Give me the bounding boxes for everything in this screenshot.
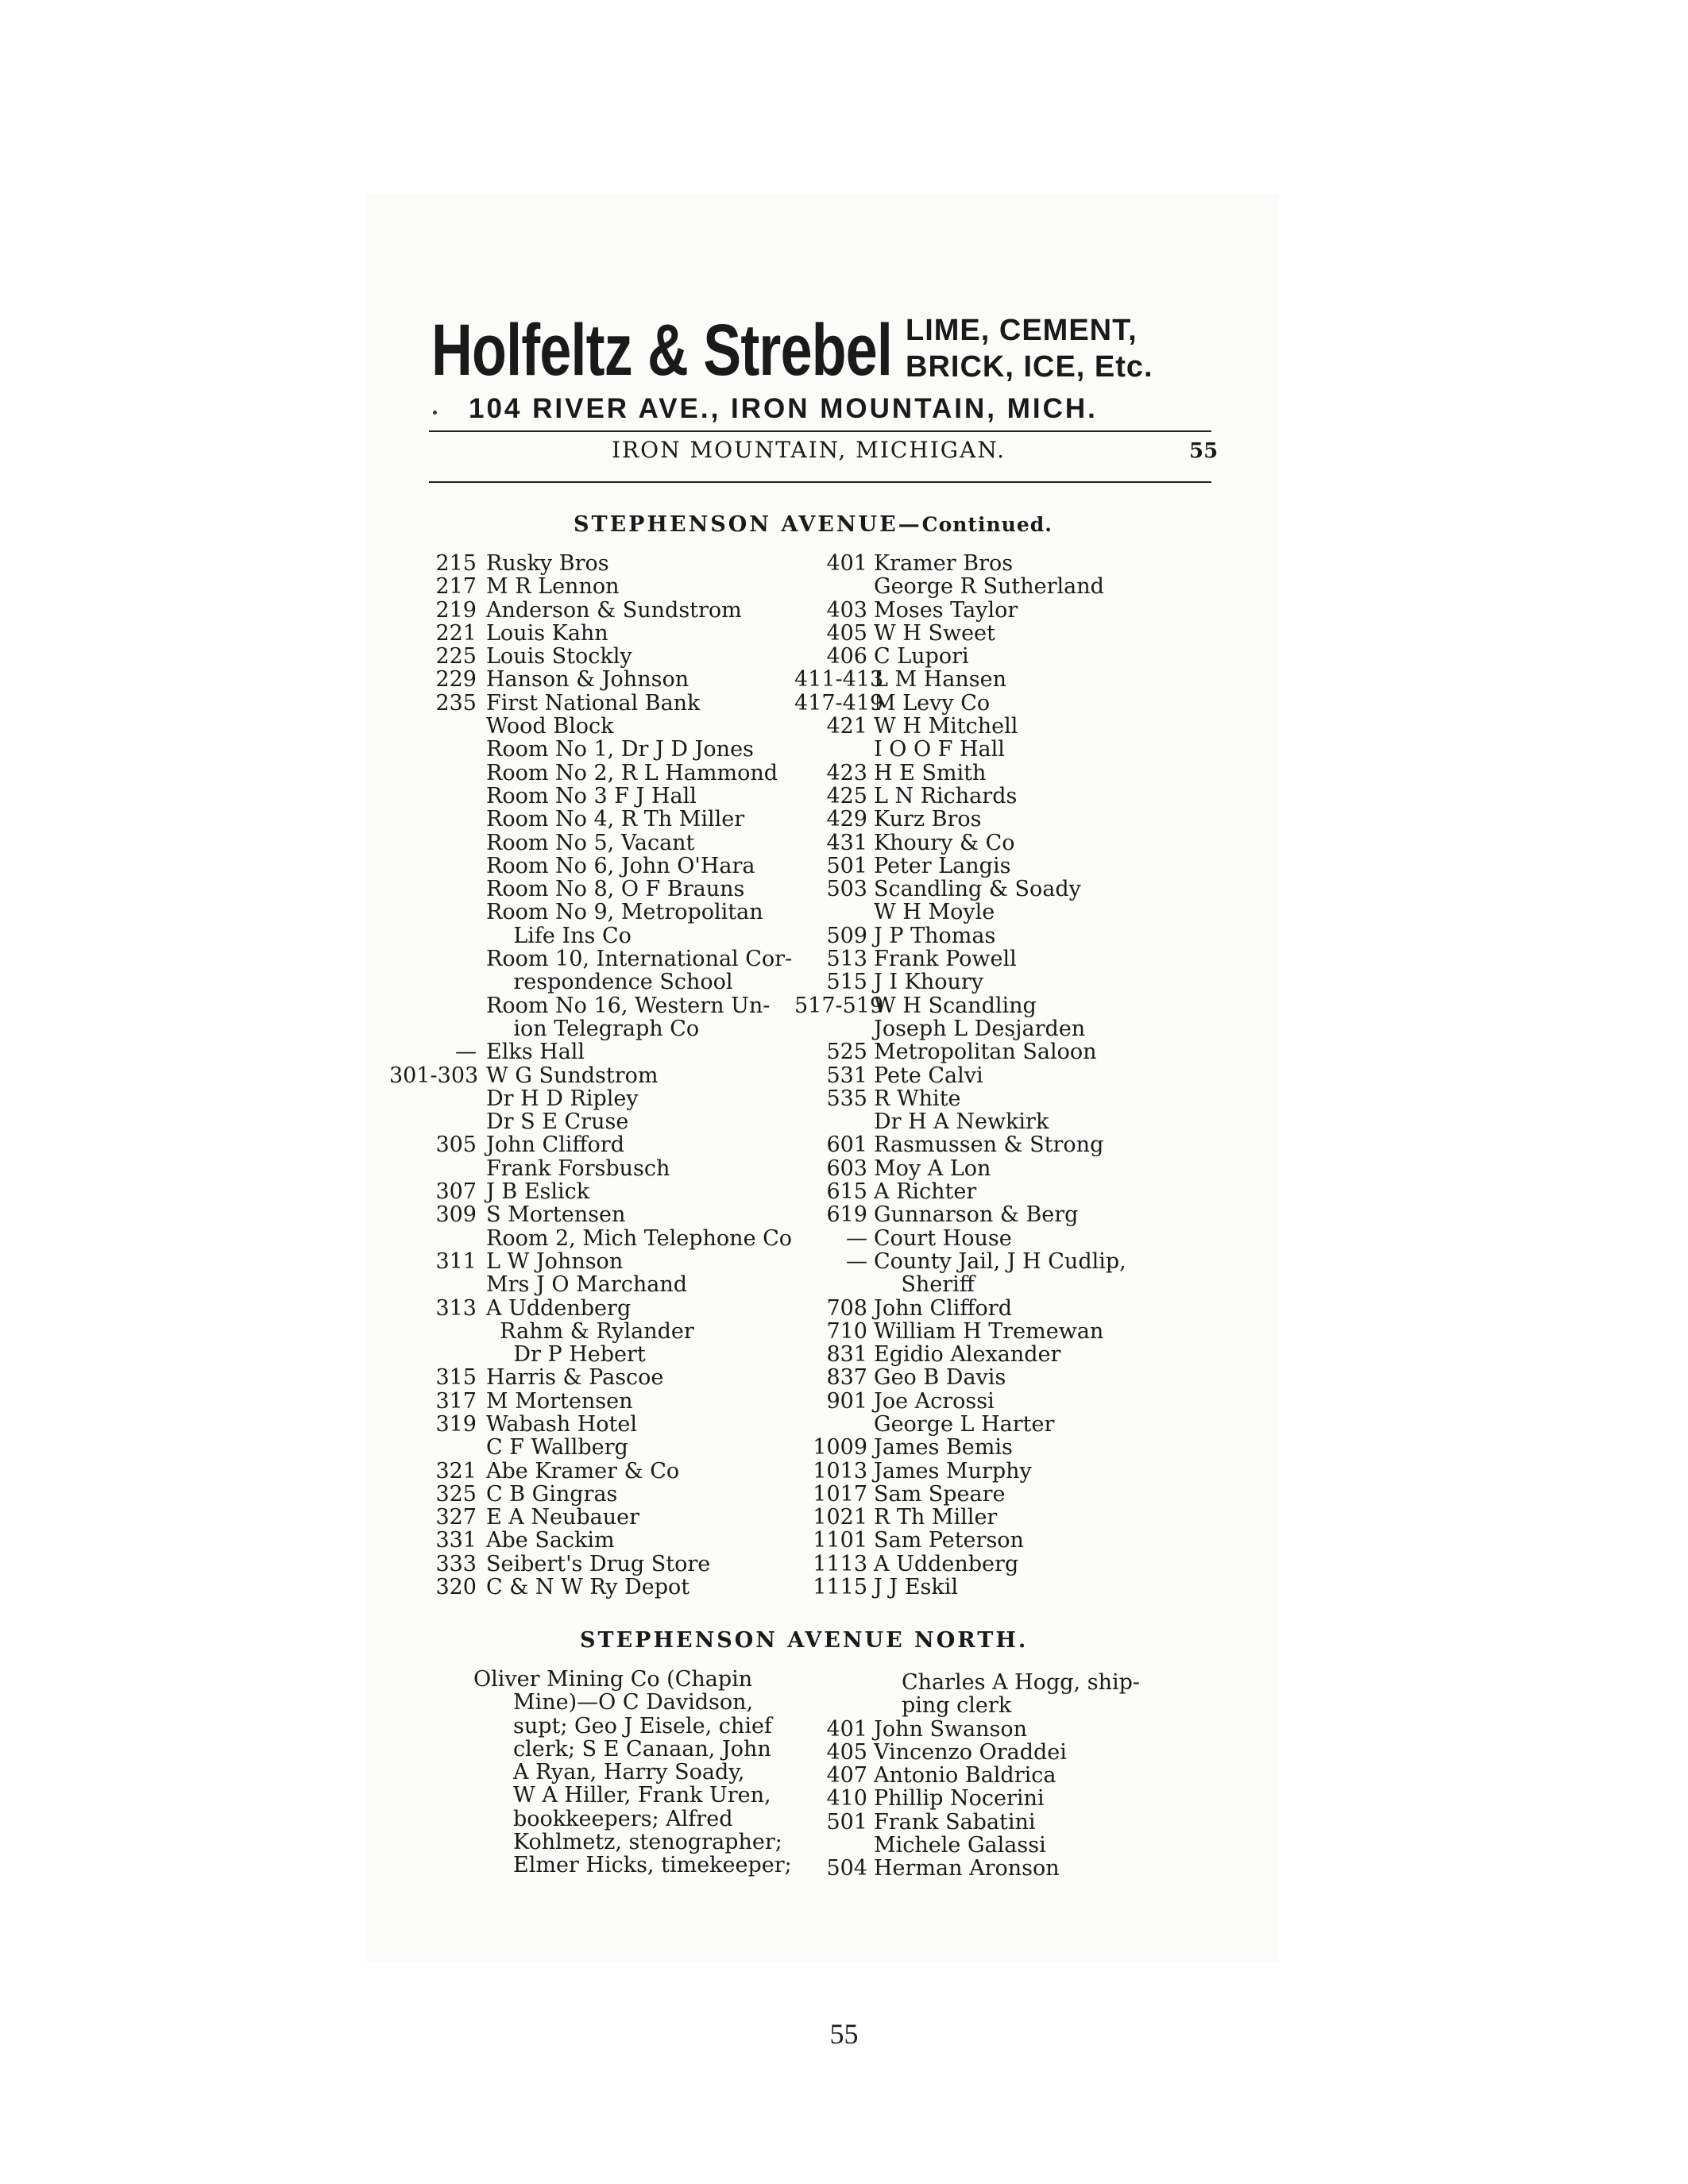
occupant-name: L M Hansen	[874, 667, 1006, 693]
occupant-name: Egidio Alexander	[874, 1342, 1061, 1368]
directory-entry	[794, 1671, 1239, 1694]
street-number: 301-303	[389, 1063, 479, 1088]
directory-entry	[389, 668, 834, 691]
occupant-name: Abe Kramer & Co	[486, 1458, 680, 1484]
directory-entry	[794, 1390, 1239, 1413]
street-number: 423	[826, 760, 867, 785]
street-number: 531	[826, 1063, 867, 1088]
street-number: 601	[826, 1133, 867, 1158]
header-bottom-rule	[429, 481, 1211, 483]
occupant-name: Sheriff	[874, 1272, 975, 1298]
occupant-name: Room No 9, Metropolitan	[486, 900, 763, 925]
occupant-name: Room No 1, Dr J D Jones	[486, 737, 754, 762]
directory-entry	[794, 1227, 1239, 1250]
occupant-name: Metropolitan Saloon	[874, 1040, 1097, 1065]
directory-entry	[389, 878, 834, 901]
directory-entry	[389, 1506, 834, 1529]
occupant-name: Kurz Bros	[874, 807, 982, 832]
occupant-name: Room No 4, R Th Miller	[486, 807, 745, 832]
street-number: 333	[435, 1551, 477, 1576]
directory-entry	[389, 715, 834, 738]
occupant-name: Kramer Bros	[874, 551, 1014, 576]
occupant-name: Wabash Hotel	[486, 1411, 637, 1437]
directory-entry	[389, 762, 834, 785]
occupant-name: James Bemis	[874, 1435, 1013, 1461]
occupant-name: Louis Kahn	[486, 620, 608, 646]
occupant-name: Scandling & Soady	[874, 877, 1081, 902]
street-number: 229	[435, 667, 477, 693]
directory-entry	[794, 947, 1239, 970]
occupant-name: L N Richards	[874, 783, 1018, 808]
street-number: 317	[435, 1388, 477, 1414]
occupant-name: W H Sweet	[874, 620, 995, 646]
directory-entry	[389, 1460, 834, 1483]
paragraph-line: W A Hiller, Frank Uren,	[513, 1783, 771, 1808]
directory-entry	[389, 901, 834, 924]
street-number: 1101	[813, 1528, 867, 1553]
occupant-name: I O O F Hall	[874, 737, 1005, 762]
directory-entry	[389, 1413, 834, 1436]
occupant-name: J J Eskil	[874, 1575, 959, 1600]
directory-entry	[794, 1110, 1239, 1133]
occupant-name: George R Sutherland	[874, 574, 1104, 600]
directory-entry	[794, 1180, 1239, 1203]
directory-entry	[794, 1343, 1239, 1366]
occupant-name: Rusky Bros	[486, 551, 609, 576]
occupant-name: A Uddenberg	[874, 1551, 1019, 1576]
street-number: 225	[435, 644, 477, 669]
directory-entry	[389, 1250, 834, 1273]
directory-entry	[389, 552, 834, 575]
directory-entry	[794, 692, 1239, 715]
occupant-name: Frank Powell	[874, 947, 1017, 972]
occupant-name: Pete Calvi	[874, 1063, 983, 1088]
occupant-name: J I Khoury	[874, 970, 984, 995]
occupant-name: respondence School	[486, 970, 733, 995]
section-title-stephenson-continued	[574, 512, 1053, 537]
section-title-suffix: Continued.	[921, 513, 1053, 536]
occupant-name: Louis Stockly	[486, 644, 632, 669]
paragraph-line: Mine)—O C Davidson,	[513, 1690, 754, 1715]
print-speck	[433, 411, 437, 415]
directory-entry	[389, 1320, 834, 1343]
ad-tagline-line-1: LIME, CEMENT,	[906, 314, 1138, 347]
occupant-name: Dr S E Cruse	[486, 1109, 629, 1135]
directory-entry	[794, 1320, 1239, 1343]
directory-entry	[794, 1460, 1239, 1483]
directory-entry	[389, 947, 834, 970]
directory-entry	[794, 808, 1239, 831]
directory-entry	[389, 1576, 834, 1599]
directory-entry	[794, 1366, 1239, 1389]
directory-entry	[794, 1834, 1239, 1857]
street-number: 1017	[813, 1481, 867, 1507]
directory-entry	[794, 1133, 1239, 1156]
occupant-name: Joseph L Desjarden	[874, 1016, 1086, 1041]
street-number: 405	[826, 620, 867, 646]
paragraph-line: supt; Geo J Eisele, chief	[513, 1713, 772, 1738]
directory-entry	[794, 970, 1239, 994]
occupant-name: Hanson & Johnson	[486, 667, 689, 693]
directory-entry	[794, 994, 1239, 1017]
directory-entry	[389, 1273, 834, 1296]
occupant-name: Abe Sackim	[486, 1528, 615, 1553]
street-number: 504	[826, 1856, 867, 1881]
directory-entry	[794, 924, 1239, 947]
directory-entry	[794, 1857, 1239, 1880]
directory-entry	[794, 1040, 1239, 1063]
page-header-title: IRON MOUNTAIN, MICHIGAN.	[612, 437, 1006, 463]
street-number: 320	[435, 1575, 477, 1600]
occupant-name: Court House	[874, 1225, 1012, 1251]
street-number: 215	[435, 551, 477, 576]
occupant-name: E A Neubauer	[486, 1505, 640, 1530]
directory-entry	[794, 1087, 1239, 1110]
occupant-name: C Lupori	[874, 644, 969, 669]
paragraph-line: A Ryan, Harry Soady,	[513, 1760, 745, 1785]
paragraph-line: Kohlmetz, stenographer;	[513, 1830, 782, 1855]
occupant-name: J B Eslick	[486, 1179, 590, 1205]
occupant-name: Room No 3 F J Hall	[486, 783, 697, 808]
street-number: 1013	[813, 1458, 867, 1484]
street-number: 837	[826, 1365, 867, 1391]
directory-entry	[389, 599, 834, 622]
occupant-name: Wood Block	[486, 714, 614, 739]
street-number: 410	[826, 1786, 867, 1812]
section-title-stephenson-north: STEPHENSON AVENUE NORTH.	[580, 1628, 1029, 1653]
page-header-number: 55	[1189, 439, 1219, 463]
street-number: 217	[435, 574, 477, 600]
occupant-name: ion Telegraph Co	[486, 1016, 700, 1041]
street-number: 1113	[813, 1551, 867, 1576]
directory-entry	[794, 1694, 1239, 1717]
directory-entry	[794, 1203, 1239, 1226]
street-number: 309	[435, 1202, 477, 1228]
directory-entry	[389, 1436, 834, 1459]
directory-entry	[389, 855, 834, 878]
directory-entry	[794, 1250, 1239, 1273]
street-number: 307	[435, 1179, 477, 1205]
street-number: 331	[435, 1528, 477, 1553]
occupant-name: A Richter	[874, 1179, 977, 1205]
occupant-name: John Clifford	[486, 1133, 624, 1158]
occupant-name: M Mortensen	[486, 1388, 633, 1414]
occupant-name: Mrs J O Marchand	[486, 1272, 688, 1298]
street-number: 311	[435, 1248, 477, 1274]
street-number: 403	[826, 597, 867, 623]
occupant-name: Herman Aronson	[874, 1856, 1060, 1881]
ad-tagline	[906, 312, 1153, 385]
street-number: 708	[826, 1295, 867, 1321]
occupant-name: Frank Forsbusch	[486, 1156, 670, 1181]
street-number: 710	[826, 1318, 867, 1344]
occupant-name: First National Bank	[486, 690, 701, 716]
occupant-name: Dr H D Ripley	[486, 1086, 639, 1111]
directory-column-right	[794, 552, 1239, 1599]
directory-entry	[389, 1040, 834, 1063]
street-number: 313	[435, 1295, 477, 1321]
occupant-name: C F Wallberg	[486, 1435, 628, 1461]
occupant-name: Phillip Nocerini	[874, 1786, 1045, 1812]
paragraph-line: bookkeepers; Alfred	[513, 1806, 733, 1831]
directory-entry	[794, 1553, 1239, 1576]
street-number: 327	[435, 1505, 477, 1530]
directory-entry	[389, 622, 834, 645]
oliver-mining-paragraph	[473, 1668, 792, 1877]
directory-entry	[389, 1297, 834, 1320]
street-number: —	[455, 1040, 477, 1065]
ad-address: 104 RIVER AVE., IRON MOUNTAIN, MICH.	[469, 393, 1098, 424]
street-number: 517-519	[794, 993, 884, 1018]
footer-page-number: 55	[829, 2018, 859, 2050]
directory-entry	[794, 1576, 1239, 1599]
occupant-name: C B Gingras	[486, 1481, 618, 1507]
occupant-name: A Uddenberg	[486, 1295, 632, 1321]
street-number: 535	[826, 1086, 867, 1111]
section-title-text: STEPHENSON AVENUE—	[574, 512, 922, 537]
ad-tagline-line-2: BRICK, ICE, Etc.	[906, 350, 1153, 384]
street-number: 1009	[813, 1435, 867, 1461]
occupant-name: Room No 16, Western Un-	[486, 993, 771, 1018]
occupant-name: Room No 2, R L Hammond	[486, 760, 778, 785]
directory-entry	[389, 1483, 834, 1506]
occupant-name: Moy A Lon	[874, 1156, 991, 1181]
directory-entry	[389, 832, 834, 855]
directory-entry	[389, 1110, 834, 1133]
directory-entry	[389, 1529, 834, 1552]
directory-entry	[794, 1297, 1239, 1320]
street-number: 221	[435, 620, 477, 646]
street-number: —	[846, 1248, 867, 1274]
directory-entry	[389, 1203, 834, 1226]
directory-entry	[389, 645, 834, 668]
occupant-name: Sam Peterson	[874, 1528, 1024, 1553]
occupant-name: Elks Hall	[486, 1040, 585, 1065]
street-number: 319	[435, 1411, 477, 1437]
occupant-name: Life Ins Co	[486, 923, 632, 948]
directory-entry	[794, 832, 1239, 855]
street-number: 501	[826, 853, 867, 878]
occupant-name: John Swanson	[874, 1716, 1028, 1742]
street-number: 425	[826, 783, 867, 808]
street-number: 325	[435, 1481, 477, 1507]
directory-entry	[794, 645, 1239, 668]
directory-entry	[389, 1017, 834, 1040]
directory-entry	[389, 970, 834, 994]
occupant-name: Gunnarson & Berg	[874, 1202, 1079, 1228]
occupant-name: Seibert's Drug Store	[486, 1551, 711, 1576]
street-number: 513	[826, 947, 867, 972]
directory-entry	[794, 762, 1239, 785]
occupant-name: S Mortensen	[486, 1202, 626, 1228]
occupant-name: J P Thomas	[874, 923, 996, 948]
occupant-name: James Murphy	[874, 1458, 1032, 1484]
occupant-name: Dr H A Newkirk	[874, 1109, 1049, 1135]
street-number: 405	[826, 1739, 867, 1765]
occupant-name: Sam Speare	[874, 1481, 1006, 1507]
occupant-name: W H Moyle	[874, 900, 995, 925]
directory-entry	[794, 878, 1239, 901]
occupant-name: Antonio Baldrica	[874, 1763, 1056, 1788]
street-number: 315	[435, 1365, 477, 1391]
occupant-name: M Levy Co	[874, 690, 991, 716]
street-number: 525	[826, 1040, 867, 1065]
directory-entry	[794, 668, 1239, 691]
directory-entry	[389, 1064, 834, 1087]
occupant-name: Room 10, International Cor-	[486, 947, 793, 972]
directory-entry	[794, 1157, 1239, 1180]
directory-entry	[389, 1390, 834, 1413]
directory-entry	[794, 1273, 1239, 1296]
occupant-name: Rasmussen & Strong	[874, 1133, 1104, 1158]
street-number: 321	[435, 1458, 477, 1484]
street-number: 1115	[813, 1575, 867, 1600]
directory-entry	[794, 622, 1239, 645]
occupant-name: ping clerk	[902, 1693, 1012, 1719]
directory-entry	[794, 715, 1239, 738]
directory-entry	[389, 738, 834, 761]
street-number: 407	[826, 1763, 867, 1788]
street-number: 431	[826, 830, 867, 855]
street-number: 515	[826, 970, 867, 995]
directory-entry	[794, 901, 1239, 924]
directory-entry	[794, 552, 1239, 575]
directory-entry	[794, 1718, 1239, 1741]
occupant-name: George L Harter	[874, 1411, 1055, 1437]
occupant-name: Michele Galassi	[874, 1833, 1046, 1858]
street-number: 615	[826, 1179, 867, 1205]
occupant-name: W H Mitchell	[874, 714, 1018, 739]
directory-entry	[389, 1133, 834, 1156]
paragraph-line: clerk; S E Canaan, John	[513, 1736, 771, 1761]
street-number: 831	[826, 1342, 867, 1368]
street-number: 401	[826, 551, 867, 576]
occupant-name: Geo B Davis	[874, 1365, 1006, 1391]
occupant-name: William H Tremewan	[874, 1318, 1104, 1344]
occupant-name: R Th Miller	[874, 1505, 998, 1530]
directory-entry	[389, 785, 834, 808]
street-number: 417-419	[794, 690, 884, 716]
directory-entry	[794, 599, 1239, 622]
ad-company-name: Holfeltz & Strebel	[431, 310, 893, 391]
occupant-name: County Jail, J H Cudlip,	[874, 1248, 1126, 1274]
directory-entry	[794, 1017, 1239, 1040]
occupant-name: Room No 6, John O'Hara	[486, 853, 755, 878]
street-number: 503	[826, 877, 867, 902]
directory-entry	[794, 1064, 1239, 1087]
directory-entry	[794, 1483, 1239, 1506]
directory-entry	[794, 738, 1239, 761]
north-column-right	[794, 1671, 1239, 1881]
occupant-name: Room 2, Mich Telephone Co	[486, 1225, 793, 1251]
directory-entry	[794, 575, 1239, 598]
directory-column-left	[389, 552, 834, 1599]
occupant-name: Frank Sabatini	[874, 1809, 1036, 1835]
occupant-name: W G Sundstrom	[486, 1063, 659, 1088]
occupant-name: Charles A Hogg, ship-	[902, 1670, 1141, 1695]
occupant-name: Anderson & Sundstrom	[486, 597, 742, 623]
street-number: —	[846, 1225, 867, 1251]
occupant-name: Harris & Pascoe	[486, 1365, 664, 1391]
street-number: 429	[826, 807, 867, 832]
directory-entry	[794, 1413, 1239, 1436]
directory-entry	[794, 1529, 1239, 1552]
directory-entry	[794, 1811, 1239, 1834]
directory-entry	[389, 692, 834, 715]
occupant-name: Khoury & Co	[874, 830, 1015, 855]
directory-entry	[389, 1553, 834, 1576]
occupant-name: L W Johnson	[486, 1248, 624, 1274]
directory-entry	[389, 808, 834, 831]
street-number: 509	[826, 923, 867, 948]
directory-entry	[389, 994, 834, 1017]
street-number: 901	[826, 1388, 867, 1414]
street-number: 603	[826, 1156, 867, 1181]
occupant-name: Rahm & Rylander	[486, 1318, 694, 1344]
directory-entry	[389, 575, 834, 598]
occupant-name: Dr P Hebert	[486, 1342, 646, 1368]
directory-entry	[389, 1366, 834, 1389]
occupant-name: John Clifford	[874, 1295, 1012, 1321]
paragraph-line: Elmer Hicks, timekeeper;	[513, 1853, 792, 1878]
occupant-name: Room No 5, Vacant	[486, 830, 695, 855]
directory-entry	[794, 1436, 1239, 1459]
directory-entry	[794, 785, 1239, 808]
directory-entry	[794, 1787, 1239, 1810]
header-top-rule	[429, 430, 1211, 432]
occupant-name: R White	[874, 1086, 961, 1111]
occupant-name: H E Smith	[874, 760, 987, 785]
street-number: 305	[435, 1133, 477, 1158]
directory-entry	[389, 1227, 834, 1250]
directory-entry	[389, 1157, 834, 1180]
street-number: 501	[826, 1809, 867, 1835]
occupant-name: W H Scandling	[874, 993, 1037, 1018]
street-number: 235	[435, 690, 477, 716]
directory-entry	[794, 1764, 1239, 1787]
street-number: 421	[826, 714, 867, 739]
directory-entry	[389, 1087, 834, 1110]
occupant-name: Peter Langis	[874, 853, 1011, 878]
directory-entry	[794, 855, 1239, 878]
occupant-name: Vincenzo Oraddei	[874, 1739, 1067, 1765]
directory-entry	[389, 924, 834, 947]
occupant-name: Room No 8, O F Brauns	[486, 877, 745, 902]
street-number: 219	[435, 597, 477, 623]
street-number: 619	[826, 1202, 867, 1228]
directory-entry	[794, 1506, 1239, 1529]
street-number: 411-413	[794, 667, 884, 693]
street-number: 1021	[813, 1505, 867, 1530]
directory-entry	[389, 1343, 834, 1366]
street-number: 406	[826, 644, 867, 669]
occupant-name: Joe Acrossi	[874, 1388, 995, 1414]
occupant-name: C & N W Ry Depot	[486, 1575, 690, 1600]
directory-entry	[794, 1741, 1239, 1764]
paragraph-line: Oliver Mining Co (Chapin	[473, 1667, 753, 1692]
occupant-name: Moses Taylor	[874, 597, 1018, 623]
occupant-name: M R Lennon	[486, 574, 620, 600]
directory-entry	[389, 1180, 834, 1203]
street-number: 401	[826, 1716, 867, 1742]
